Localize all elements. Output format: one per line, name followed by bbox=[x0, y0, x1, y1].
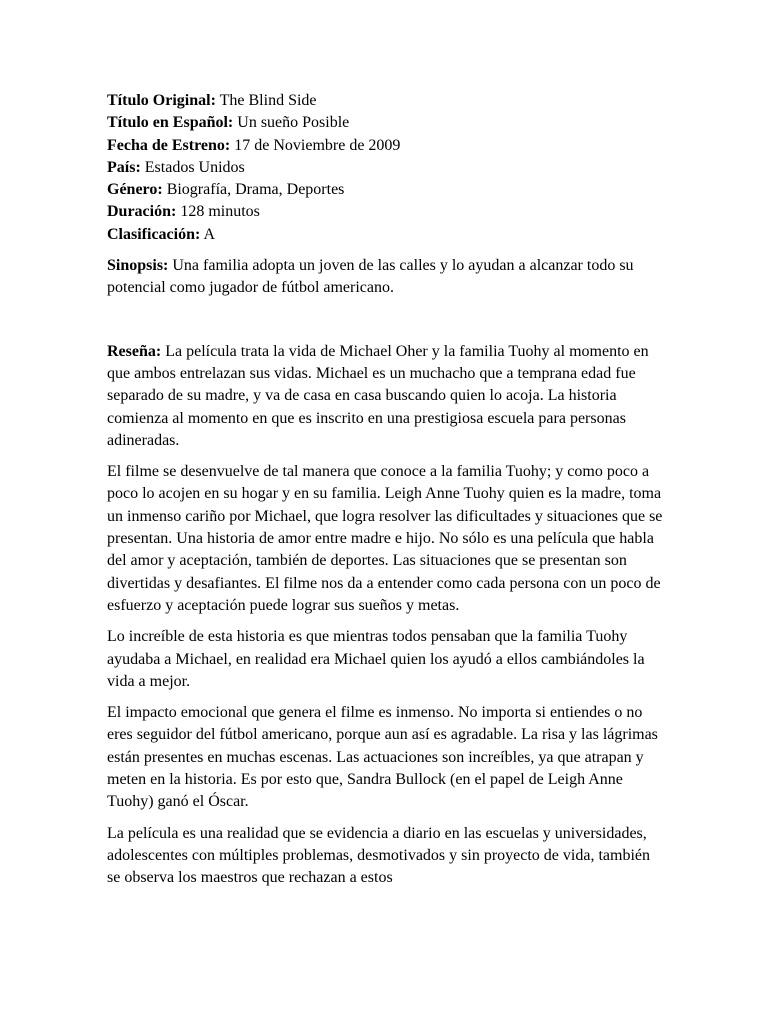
detail-value: Un sueño Posible bbox=[237, 114, 350, 132]
synopsis-text: Una familia adopta un joven de las calles y lo ayudan a alcanzar todo su potencial como jugador de fútbol americano. bbox=[107, 257, 634, 297]
body-paragraph: El filme se desenvuelve de tal manera que conoce a la familia Tuohy; y como poco a poco lo acojen en su hogar y en su familia. Leigh Anne Tuohy quien es la madre, toma un inmenso cariño por Michael, que logra resolver las dificultades y situaciones que se presentan. Una historia de amor entre madre e hijo. No sólo es una película que habla del amor y aceptación, también de deportes. Las situaciones que se presentan son divertidas y desafiantes. El filme nos da a entender como cada persona con un poco de esfuerzo y aceptación puede lograr sus sueños y metas. bbox=[107, 463, 663, 614]
detail-value: Biografía, Drama, Deportes bbox=[166, 181, 345, 199]
detail-label: Título en Español: bbox=[107, 114, 234, 132]
document-body bbox=[107, 90, 667, 890]
detail-label: Fecha de Estreno: bbox=[107, 136, 231, 154]
synopsis-paragraph bbox=[107, 255, 667, 300]
detail-label: Duración: bbox=[107, 203, 177, 221]
movie-details bbox=[107, 90, 667, 246]
detail-value: 128 minutos bbox=[180, 203, 260, 221]
detail-release-date bbox=[107, 135, 667, 157]
review-label: Reseña: bbox=[107, 342, 162, 360]
detail-rating bbox=[107, 224, 667, 246]
detail-country bbox=[107, 157, 667, 179]
detail-genre bbox=[107, 179, 667, 201]
detail-value: Estados Unidos bbox=[144, 158, 245, 176]
body-paragraph: Lo increíble de esta historia es que mientras todos pensaban que la familia Tuohy ayudaba a Michael, en realidad era Michael quien los ayudó a ellos cambiándoles la vida a mejor. bbox=[107, 628, 645, 690]
review-paragraph bbox=[107, 341, 667, 452]
body-paragraph: La película es una realidad que se evidencia a diario en las escuelas y universidades, adolescentes con múltiples problemas, desmotivados y sin proyecto de vida, también se observa los maestros que rechazan a estos bbox=[107, 824, 650, 887]
detail-label: Título Original: bbox=[107, 92, 216, 109]
detail-label: Género: bbox=[107, 181, 163, 199]
synopsis-label: Sinopsis: bbox=[107, 257, 169, 275]
body-paragraph: El impacto emocional que genera el filme es inmenso. No importa si entiendes o no eres seguidor del fútbol americano, porque aun así es agradable. La risa y las lágrimas están presentes en muchas escenas. Las actuaciones son increíbles, ya que atrapan y meten en la historia. Es por esto que, Sandra Bullock (en el papel de Leigh Anne Tuohy) ganó el Óscar. bbox=[107, 704, 658, 811]
detail-label: Clasificación: bbox=[107, 225, 201, 243]
detail-duration bbox=[107, 201, 667, 223]
review-text: La película trata la vida de Michael Oher y la familia Tuohy al momento en que ambos entrelazan sus vidas. Michael es un muchacho que a temprana edad fue separado de su madre, y va de casa en casa buscando quien lo acoja. La historia comienza al momento en que es inscrito en una prestigiosa escuela para personas adineradas. bbox=[107, 342, 649, 449]
detail-value: 17 de Noviembre de 2009 bbox=[234, 136, 401, 154]
detail-label: País: bbox=[107, 158, 141, 176]
detail-spanish-title bbox=[107, 112, 667, 134]
detail-original-title bbox=[107, 90, 667, 112]
detail-value: The Blind Side bbox=[219, 92, 317, 109]
detail-value: A bbox=[203, 225, 216, 243]
